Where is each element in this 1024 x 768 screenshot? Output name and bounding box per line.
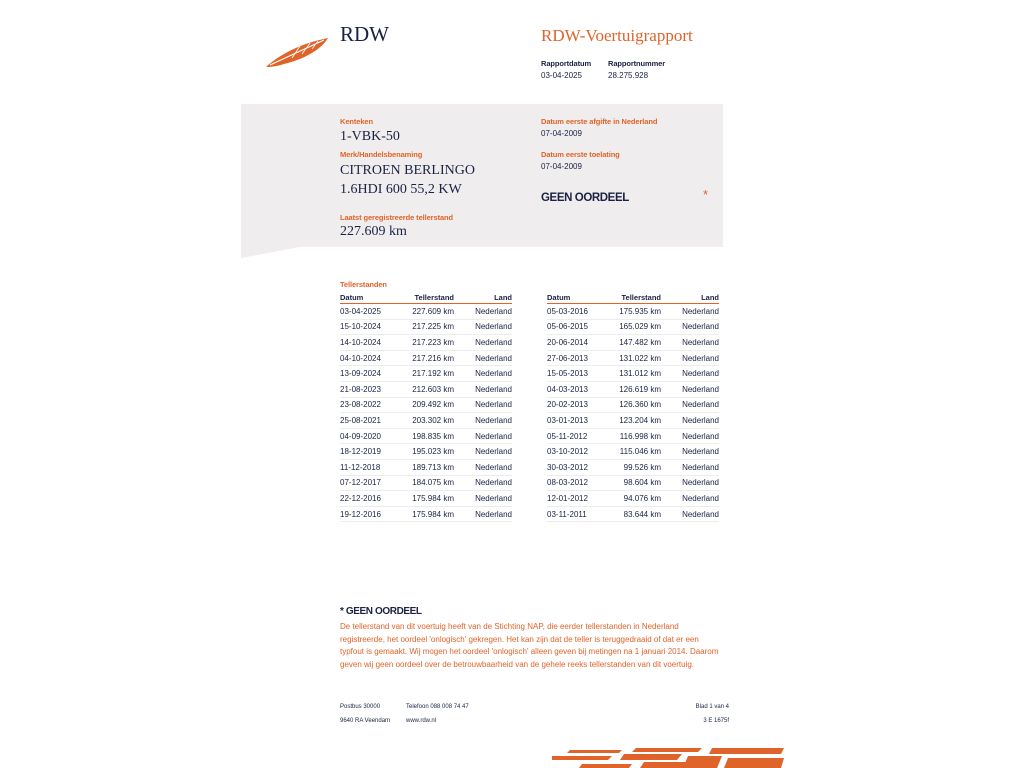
readings-table-left [340, 292, 512, 522]
reading-value: 175.935 km [609, 304, 661, 320]
reading-value: 94.076 km [609, 491, 661, 507]
reading-country: Nederland [661, 397, 719, 413]
col-date-header: Datum [547, 292, 609, 304]
org-name: RDW [340, 22, 389, 46]
reading-country: Nederland [661, 459, 719, 475]
table-row [547, 413, 719, 429]
make-label: Merk/Handelsbenaming [340, 150, 423, 159]
reading-value: 227.609 km [402, 304, 454, 320]
reading-date: 07-12-2017 [340, 475, 402, 491]
reading-date: 13-09-2024 [340, 366, 402, 382]
reading-country: Nederland [454, 475, 512, 491]
reading-country: Nederland [454, 413, 512, 429]
reading-date: 15-10-2024 [340, 319, 402, 335]
report-number-label: Rapportnummer [608, 59, 666, 68]
table-row [547, 459, 719, 475]
first-issue-nl-label: Datum eerste afgifte in Nederland [541, 117, 658, 126]
reading-value: 147.482 km [609, 335, 661, 351]
col-country-header: Land [454, 292, 512, 304]
table-row [340, 366, 512, 382]
odometer-value: 227.609 km [340, 224, 407, 239]
reading-date: 04-09-2020 [340, 428, 402, 444]
reading-value: 83.644 km [609, 506, 661, 522]
reading-value: 217.225 km [402, 319, 454, 335]
table-row [340, 397, 512, 413]
reading-country: Nederland [661, 335, 719, 351]
reading-country: Nederland [661, 444, 719, 460]
table-row [340, 475, 512, 491]
reading-date: 14-10-2024 [340, 335, 402, 351]
table-row [547, 304, 719, 320]
make-value-line2: 1.6HDI 600 55,2 KW [340, 182, 462, 197]
reading-country: Nederland [454, 366, 512, 382]
note-title: * GEEN OORDEEL [340, 606, 422, 617]
reading-date: 08-03-2012 [547, 475, 609, 491]
col-date-header: Datum [340, 292, 402, 304]
reading-date: 19-12-2016 [340, 506, 402, 522]
table-row [340, 444, 512, 460]
reading-country: Nederland [661, 319, 719, 335]
table-row [340, 413, 512, 429]
reading-value: 126.360 km [609, 397, 661, 413]
reading-date: 18-12-2019 [340, 444, 402, 460]
reading-date: 15-05-2013 [547, 366, 609, 382]
reading-value: 203.302 km [402, 413, 454, 429]
reading-value: 175.984 km [402, 491, 454, 507]
table-row [547, 491, 719, 507]
reading-value: 189.713 km [402, 459, 454, 475]
reading-date: 30-03-2012 [547, 459, 609, 475]
reading-value: 131.012 km [609, 366, 661, 382]
reading-date: 05-03-2016 [547, 304, 609, 320]
reading-value: 131.022 km [609, 350, 661, 366]
make-value-line1: CITROEN BERLINGO [340, 163, 475, 178]
reading-value: 217.216 km [402, 350, 454, 366]
reading-date: 20-06-2014 [547, 335, 609, 351]
reading-date: 22-12-2016 [340, 491, 402, 507]
report-date-label: Rapportdatum [541, 59, 592, 68]
reading-value: 212.603 km [402, 381, 454, 397]
note-line: De tellerstand van dit voertuig heeft van de Stichting NAP, die eerder tellerstanden in Nederland [340, 622, 679, 631]
reading-date: 04-10-2024 [340, 350, 402, 366]
report-number: 28.275.928 [608, 71, 649, 80]
reading-value: 99.526 km [609, 459, 661, 475]
col-country-header: Land [661, 292, 719, 304]
reading-country: Nederland [661, 428, 719, 444]
report-date: 03-04-2025 [541, 71, 582, 80]
reading-value: 175.984 km [402, 506, 454, 522]
reading-country: Nederland [454, 304, 512, 320]
reading-date: 27-06-2013 [547, 350, 609, 366]
reading-date: 11-12-2018 [340, 459, 402, 475]
note-line: geven wij geen oordeel over de betrouwbaarheid van de gehele reeks tellerstanden van dit voertuig. [340, 659, 695, 669]
first-admission-label: Datum eerste toelating [541, 150, 620, 159]
reading-country: Nederland [661, 350, 719, 366]
table-header-row [547, 292, 719, 304]
table-row [340, 506, 512, 522]
reading-value: 115.046 km [609, 444, 661, 460]
reading-value: 209.492 km [402, 397, 454, 413]
table-row [340, 428, 512, 444]
reading-date: 12-01-2012 [547, 491, 609, 507]
reading-value: 184.075 km [402, 475, 454, 491]
reading-date: 03-10-2012 [547, 444, 609, 460]
panel-notch [241, 247, 299, 258]
readings-table-right [547, 292, 719, 522]
reading-value: 195.023 km [402, 444, 454, 460]
footer-city: 9640 RA Veendam [340, 718, 391, 724]
reading-date: 23-08-2022 [340, 397, 402, 413]
footer-web: www.rdw.nl [406, 718, 437, 724]
reading-country: Nederland [661, 491, 719, 507]
plate-label: Kenteken [340, 117, 373, 126]
rdw-feather-logo-icon [264, 34, 332, 70]
note-line: typfout is gemaakt. Wij mogen het oordeel 'onlogisch' alleen geven bij metingen na 1 januari 2014. Daarom [340, 647, 719, 656]
reading-country: Nederland [454, 397, 512, 413]
col-reading-header: Tellerstand [609, 292, 661, 304]
plate-value: 1-VBK-50 [340, 129, 400, 144]
table-row [547, 366, 719, 382]
reading-value: 165.029 km [609, 319, 661, 335]
reading-country: Nederland [454, 335, 512, 351]
reading-country: Nederland [661, 413, 719, 429]
table-row [340, 350, 512, 366]
decorative-stripes-icon [552, 746, 784, 768]
table-row [547, 475, 719, 491]
table-row [547, 350, 719, 366]
reading-value: 217.192 km [402, 366, 454, 382]
first-issue-nl-value: 07-04-2009 [541, 129, 582, 138]
report-title: RDW-Voertuigrapport [541, 26, 693, 45]
verdict-asterisk: * [703, 187, 709, 202]
table-row [547, 335, 719, 351]
reading-country: Nederland [661, 475, 719, 491]
footer-postbus: Postbus 30000 [340, 704, 381, 710]
table-row [547, 319, 719, 335]
footer-page: Blad 1 van 4 [695, 704, 729, 710]
reading-country: Nederland [661, 381, 719, 397]
reading-date: 05-11-2012 [547, 428, 609, 444]
reading-value: 98.604 km [609, 475, 661, 491]
note-body [340, 621, 740, 671]
reading-country: Nederland [454, 506, 512, 522]
table-row [547, 428, 719, 444]
reading-country: Nederland [454, 459, 512, 475]
table-row [340, 319, 512, 335]
reading-value: 198.835 km [402, 428, 454, 444]
reading-date: 03-01-2013 [547, 413, 609, 429]
reading-country: Nederland [661, 506, 719, 522]
reading-value: 217.223 km [402, 335, 454, 351]
reading-country: Nederland [454, 444, 512, 460]
reading-date: 21-08-2023 [340, 381, 402, 397]
table-row [547, 397, 719, 413]
reading-date: 20-02-2013 [547, 397, 609, 413]
table-header-row [340, 292, 512, 304]
odometer-label: Laatst geregistreerde tellerstand [340, 213, 453, 222]
reading-value: 126.619 km [609, 381, 661, 397]
table-row [547, 444, 719, 460]
reading-date: 05-06-2015 [547, 319, 609, 335]
reading-date: 04-03-2013 [547, 381, 609, 397]
table-row [340, 459, 512, 475]
table-row [547, 381, 719, 397]
readings-title: Tellerstanden [340, 280, 387, 289]
reading-value: 116.998 km [609, 428, 661, 444]
reading-date: 25-08-2021 [340, 413, 402, 429]
note-line: registreerde, het oordeel 'onlogisch' gekregen. Het kan zijn dat de teller is teruggedraaid of dat er een [340, 634, 699, 644]
reading-country: Nederland [454, 491, 512, 507]
table-row [340, 335, 512, 351]
table-row [547, 506, 719, 522]
first-admission-value: 07-04-2009 [541, 162, 582, 171]
reading-country: Nederland [454, 319, 512, 335]
table-row [340, 381, 512, 397]
table-row [340, 491, 512, 507]
footer-phone: Telefoon 088 008 74 47 [406, 704, 469, 710]
footer-code: 3 E 1675f [703, 718, 729, 724]
reading-country: Nederland [661, 304, 719, 320]
reading-date: 03-04-2025 [340, 304, 402, 320]
reading-country: Nederland [454, 350, 512, 366]
reading-country: Nederland [454, 381, 512, 397]
reading-country: Nederland [661, 366, 719, 382]
col-reading-header: Tellerstand [402, 292, 454, 304]
table-row [340, 304, 512, 320]
reading-value: 123.204 km [609, 413, 661, 429]
reading-date: 03-11-2011 [547, 506, 609, 522]
reading-country: Nederland [454, 428, 512, 444]
verdict: GEEN OORDEEL [541, 192, 629, 204]
